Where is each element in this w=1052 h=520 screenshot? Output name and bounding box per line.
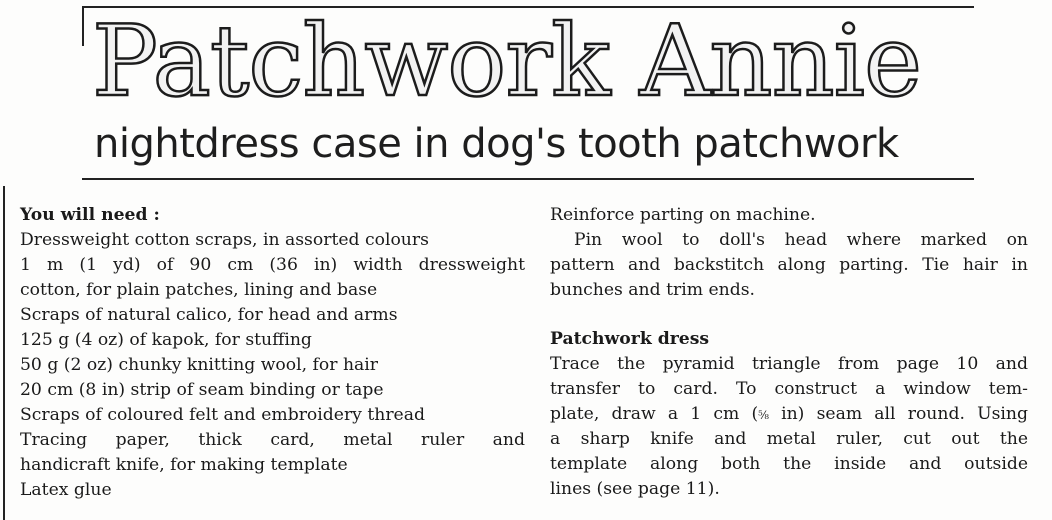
instruction-line: a sharp knife and metal ruler, cut out the [550,429,1028,449]
instruction-text: plate, draw a 1 cm ( [550,404,759,424]
instruction-text: in) seam all round. Using [768,404,1028,424]
materials-line: 20 cm (8 in) strip of seam binding or tape [20,380,384,400]
materials-heading: You will need : [20,205,160,225]
materials-column [20,203,525,503]
materials-line: 1 m (1 yd) of 90 cm (36 in) width dressweight [20,255,525,275]
instruction-line: Reinforce parting on machine. [550,205,816,225]
instruction-line: transfer to card. To construct a window tem- [550,379,1028,399]
instruction-line: Trace the pyramid triangle from page 10 and [550,354,1028,374]
title-left-rule [82,6,84,46]
page-subtitle: nightdress case in dog's tooth patchwork [94,121,899,167]
materials-line: Scraps of natural calico, for head and arms [20,305,398,325]
instruction-line: Pin wool to doll's head where marked on [574,230,1028,250]
materials-line: Tracing paper, thick card, metal ruler and [20,430,525,450]
body-left-rule [3,186,5,520]
materials-line: handicraft knife, for making template [20,455,348,475]
paragraph-gap [550,303,1028,327]
materials-line: 125 g (4 oz) of kapok, for stuffing [20,330,312,350]
fraction-text: ⅝ [758,409,769,422]
materials-line: 50 g (2 oz) chunky knitting wool, for hair [20,355,378,375]
instruction-line: pattern and backstitch along parting. Tie hair in [550,255,1028,275]
materials-line: Dressweight cotton scraps, in assorted colours [20,230,429,250]
instruction-line [550,402,1028,427]
page-title: Patchwork Annie [92,5,921,119]
materials-line: cotton, for plain patches, lining and base [20,280,378,300]
instruction-line: bunches and trim ends. [550,280,755,300]
title-bottom-rule [82,178,974,180]
instruction-line: template along both the inside and outside [550,454,1028,474]
instruction-line: lines (see page 11). [550,479,720,499]
materials-line: Scraps of coloured felt and embroidery thread [20,405,425,425]
materials-line: Latex glue [20,480,112,500]
instructions-column [550,203,1028,502]
section-heading: Patchwork dress [550,329,710,349]
